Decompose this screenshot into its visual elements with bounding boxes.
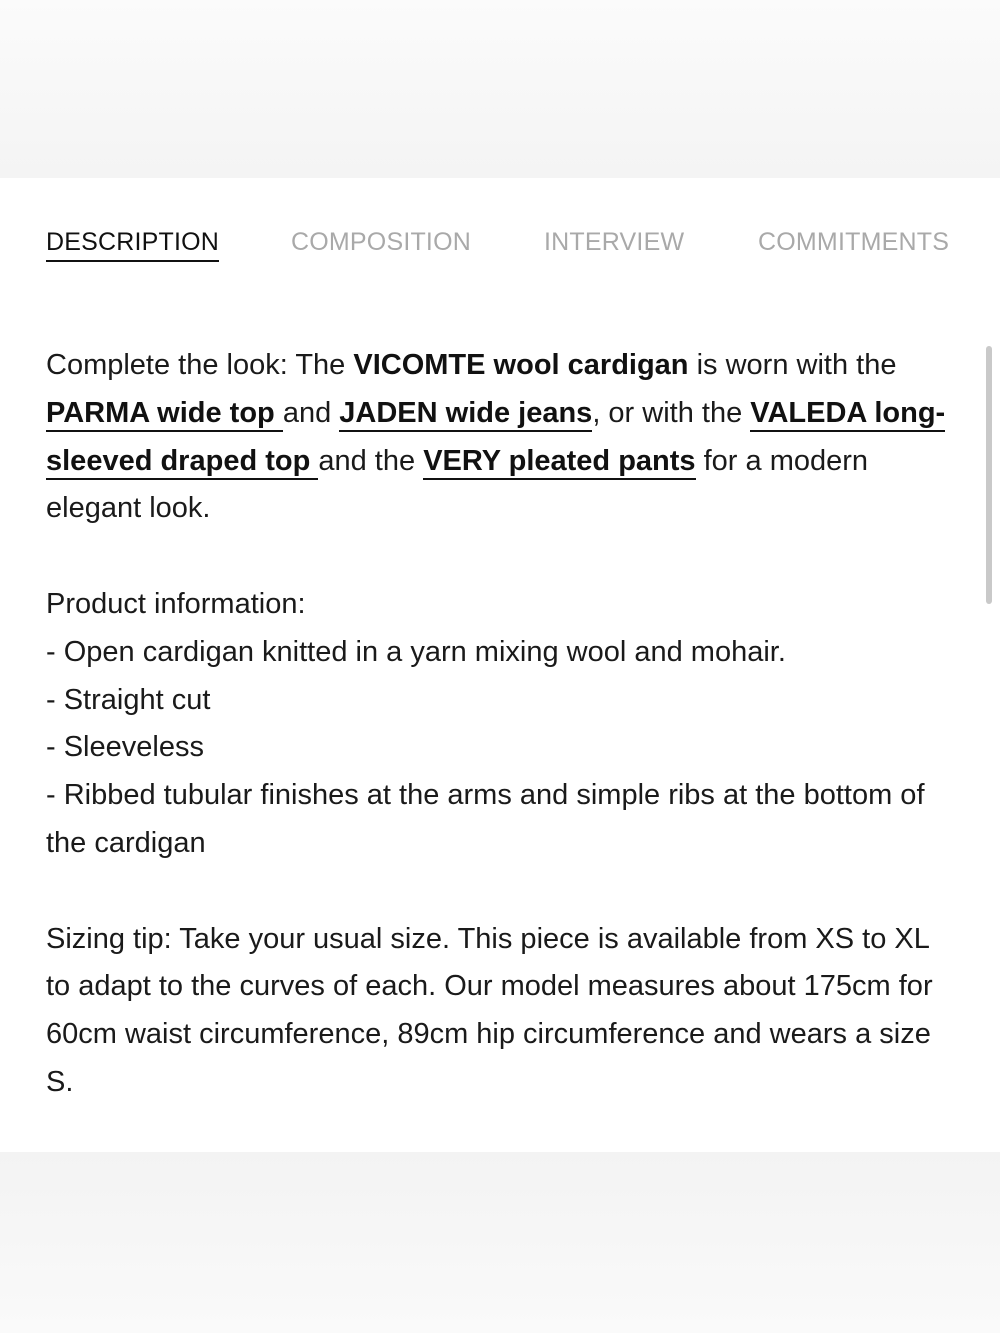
product-info-item: - Open cardigan knitted in a yarn mixing wool and mohair. — [46, 635, 786, 668]
link-very-pleated-pants[interactable]: VERY pleated pants — [423, 445, 695, 480]
bottom-backdrop — [0, 1152, 1000, 1333]
link-parma-wide-top[interactable]: PARMA wide top — [46, 397, 283, 432]
complete-the-look-paragraph — [46, 342, 956, 533]
product-info-item: - Ribbed tubular finishes at the arms and simple ribs at the bottom of the cardigan — [46, 779, 925, 859]
intro-text: and the — [318, 444, 424, 477]
paragraph-gap — [46, 533, 956, 581]
intro-text: , or with the — [592, 396, 751, 429]
description-content — [46, 342, 956, 1107]
intro-text: for a modern elegant look. — [46, 444, 869, 525]
product-name: VICOMTE wool cardigan — [353, 349, 689, 381]
tab-commitments[interactable]: COMMITMENTS — [758, 228, 950, 256]
tab-interview[interactable]: INTERVIEW — [544, 228, 685, 256]
top-backdrop — [0, 0, 1000, 178]
link-valeda-draped-top[interactable]: VALEDA long-sleeved draped top — [46, 397, 945, 480]
link-jaden-wide-jeans[interactable]: JADEN wide jeans — [339, 397, 592, 432]
tab-description[interactable]: DESCRIPTION — [46, 228, 219, 262]
intro-text: Complete the look: The — [46, 349, 354, 381]
intro-text: and — [282, 396, 340, 429]
details-tabs — [0, 178, 1000, 288]
sizing-tip: Sizing tip: Take your usual size. This piece is available from XS to XL to adapt to the curves of each. Our model measures about 175cm for 60cm waist circumference, 89cm hip circumference and wears a size S. — [46, 922, 933, 1098]
paragraph-gap — [46, 868, 956, 916]
scrollbar-thumb[interactable] — [986, 346, 992, 604]
product-info-item: - Sleeveless — [46, 731, 204, 764]
product-info-heading: Product information: — [46, 587, 306, 620]
tab-composition[interactable]: COMPOSITION — [291, 228, 471, 256]
product-details-panel — [0, 178, 1000, 1152]
intro-text: is worn with the — [688, 349, 897, 381]
product-info-item: - Straight cut — [46, 683, 211, 716]
